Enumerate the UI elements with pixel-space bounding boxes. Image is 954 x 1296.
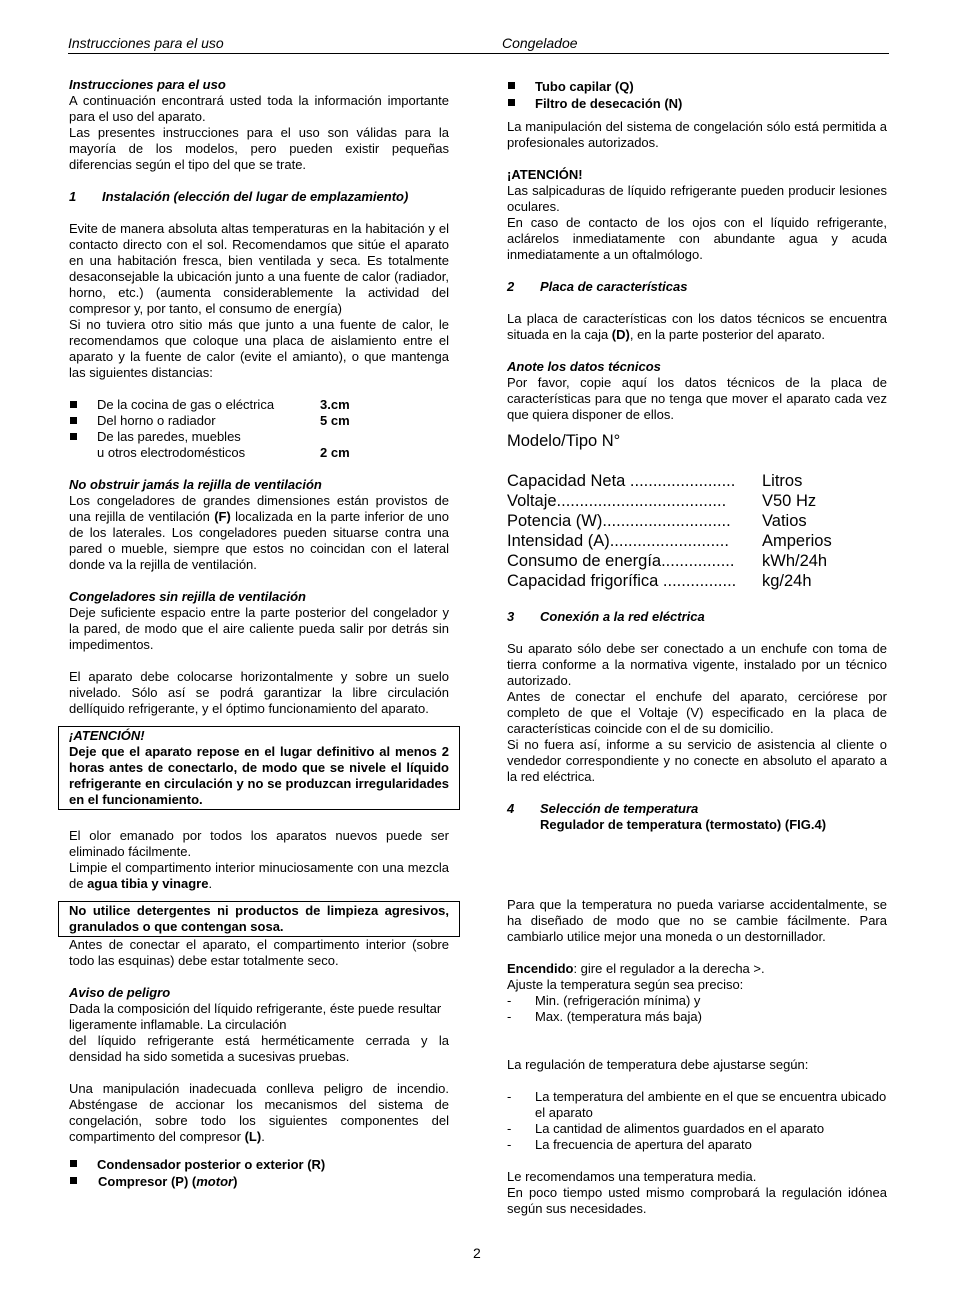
bullet-square-icon bbox=[70, 401, 77, 408]
danger-paragraph-1: Dada la composición del líquido refrigerante, éste puede resultar ligeramente inflamable. La circulación bbox=[69, 1001, 442, 1032]
spec-row: Potencia (W)............................ Vatios bbox=[507, 512, 807, 530]
on-paragraph: Encendido: gire el regulador a la derecha >. bbox=[507, 961, 765, 976]
detergent-warning-text: No utilice detergentes ni productos de limpieza agresivos, granulados o que contengan sosa. bbox=[69, 903, 449, 934]
attention-box bbox=[58, 726, 460, 810]
dry-paragraph: Antes de conectar el aparato, el compartimento interior (sobre todo las esquinas) debe estar totalmente seco. bbox=[69, 937, 449, 968]
section-4-subheading: Regulador de temperatura (termostato) (FIG.4) bbox=[540, 817, 827, 832]
distance-item: De la cocina de gas o eléctrica 3.cm bbox=[69, 397, 449, 413]
component-item: Filtro de desecación (N) bbox=[507, 95, 887, 112]
spec-row: Consumo de energía................ kWh/24h bbox=[507, 552, 828, 570]
bullet-square-icon bbox=[70, 433, 77, 440]
ventilation-title: No obstruir jamás la rejilla de ventilación bbox=[69, 477, 322, 492]
header-right: Congeladoe bbox=[502, 35, 578, 51]
recommend-paragraph-1: Le recomendamos una temperatura media. bbox=[507, 1169, 757, 1184]
danger-title: Aviso de peligro bbox=[69, 985, 171, 1000]
smell-paragraph: El olor emanado por todos los aparatos nuevos puede ser eliminado fácilmente. bbox=[69, 828, 449, 859]
no-vent-paragraph: Deje suficiente espacio entre la parte posterior del congelador y la pared, de modo que el aire caliente pueda salir por detrás sin impedimentos. bbox=[69, 605, 449, 652]
bullet-square-icon bbox=[508, 99, 515, 106]
section-1-heading: 1 Instalación (elección del lugar de emplazamiento) bbox=[69, 189, 409, 204]
spec-row: Capacidad frigorífica ................ kg/24h bbox=[507, 572, 812, 590]
regulation-item: - La frecuencia de apertura del aparato bbox=[507, 1137, 752, 1152]
attention-text: Deje que el aparato repose en el lugar definitivo al menos 2 horas antes de conectarlo, de modo que se nivele el líquido refrigerante en circulación y no se produzcan irregularidades en el funcionamiento. bbox=[69, 744, 449, 807]
plate-paragraph: La placa de características con los datos técnicos se encuentra situada en la caja (D), en la parte posterior del aparato. bbox=[507, 311, 887, 342]
adjust-item: - Max. (temperatura más baja) bbox=[507, 1009, 702, 1024]
regulation-item: - La cantidad de alimentos guardados en el aparato bbox=[507, 1121, 825, 1136]
detergent-warning-box bbox=[58, 901, 460, 937]
electric-paragraph-3: Si no fuera así, informe a su servicio de asistencia al cliente o vendedor correspondiente y no conecte en absoluto el aparato a la red eléctrica. bbox=[507, 737, 887, 784]
page-number: 2 bbox=[473, 1245, 481, 1261]
bullet-square-icon bbox=[70, 417, 77, 424]
left-column bbox=[69, 77, 449, 1190]
attention-title-right: ¡ATENCIÓN! bbox=[507, 167, 583, 182]
temperature-paragraph: Para que la temperatura no pueda variarse accidentalmente, se ha diseñado de modo que no se cambie fácilmente. Para cambiarlo utilice mejor una moneda o un destornillador. bbox=[507, 897, 887, 944]
recommend-paragraph-2: En poco tiempo usted mismo comprobará la regulación idónea según sus necesidades. bbox=[507, 1185, 887, 1216]
section-3-heading: 3 Conexión a la red eléctrica bbox=[507, 609, 705, 624]
professional-paragraph: La manipulación del sistema de congelación sólo está permitida a profesionales autorizados. bbox=[507, 119, 887, 150]
section-2-heading: 2 Placa de características bbox=[507, 279, 688, 294]
note-paragraph: Por favor, copie aquí los datos técnicos de la placa de características para que no tenga que mover el aparato cada vez que quiera disponer de ellos. bbox=[507, 375, 887, 422]
spec-row: Voltaje..................................... V50 Hz bbox=[507, 492, 817, 510]
no-vent-title: Congeladores sin rejilla de ventilación bbox=[69, 589, 306, 604]
component-item: Tubo capilar (Q) bbox=[507, 78, 887, 95]
spec-row: Intensidad (A).......................... Amperios bbox=[507, 532, 832, 550]
bullet-square-icon bbox=[508, 82, 515, 89]
attention-paragraph-2: En caso de contacto de los ojos con el líquido refrigerante, aclárelos inmediatamente con abundante agua y acuda inmediatamente a un oftalmólogo. bbox=[507, 215, 887, 262]
component-item: Compresor (P) (motor) bbox=[69, 1173, 449, 1190]
clean-paragraph: Limpie el compartimento interior minuciosamente con una mezcla de agua tibia y vinagre. bbox=[69, 860, 449, 891]
component-item: Condensador posterior o exterior (R) bbox=[69, 1156, 449, 1173]
bullet-square-icon bbox=[70, 1160, 77, 1167]
danger-paragraph-2: del líquido refrigerante está herméticamente cerrada y la densidad ha sido sometida a sucesivas pruebas. bbox=[69, 1033, 449, 1064]
header-left: Instrucciones para el uso bbox=[68, 35, 224, 51]
spec-row: Capacidad Neta ....................... Litros bbox=[507, 472, 803, 490]
install-paragraph-2: Si no tuviera otro sitio más que junto a una fuente de calor, le recomendamos que coloque una placa de aislamiento entre el aparato y la fuente de calor (evite el amianto), o que mantenga las siguientes distancias: bbox=[69, 317, 449, 380]
regulation-item: - La temperatura del ambiente en el que se encuentra ubicado el aparato bbox=[507, 1089, 887, 1120]
regulation-paragraph: La regulación de temperatura debe ajustarse según: bbox=[507, 1057, 809, 1072]
electric-paragraph-1: Su aparato sólo debe ser conectado a un enchufe con toma de tierra conforme a la normativa vigente, instalado por un técnico autorizado. bbox=[507, 641, 887, 688]
level-paragraph: El aparato debe colocarse horizontalmente y sobre un suelo nivelado. Sólo así se podrá garantizar la libre circulación dellíquido refrigerante, y el óptimo funcionamiento del aparato. bbox=[69, 669, 449, 716]
bullet-square-icon bbox=[70, 1177, 77, 1184]
attention-title: ¡ATENCIÓN! bbox=[69, 728, 145, 743]
adjust-paragraph: Ajuste la temperatura según sea preciso: bbox=[507, 977, 744, 992]
adjust-item: - Min. (refrigeración mínima) y bbox=[507, 993, 701, 1008]
intro-paragraph-2: Las presentes instrucciones para el uso son válidas para la mayoría de los modelos, pero pueden existir pequeñas diferencias según el tipo del que se trate. bbox=[69, 125, 449, 172]
install-paragraph-1: Evite de manera absoluta altas temperaturas en la habitación y el contacto directo con el sol. Recomendamos que sitúe el aparato en una habitación fresca, bien ventilada y seca. Es totalmente desaconsejable la ubicación junto a una fuente de calor (radiador, horno, etc.) (aumenta considerablemente la actividad del compresor y, por tanto, el consumo de energía) bbox=[69, 221, 449, 316]
ventilation-paragraph: Los congeladores de grandes dimensiones están provistos de una rejilla de ventilación (F) localizada en la parte inferior de uno de los laterales. Los congeladores pueden situarse contra una pared o mueble, siempre que estos no coincidan con el lateral donde va la rejilla de ventilación. bbox=[69, 493, 449, 572]
distance-item: De las paredes, muebles bbox=[69, 429, 449, 445]
manipulation-paragraph: Una manipulación inadecuada conlleva peligro de incendio. Absténgase de accionar los mecanismos del sistema de congelación, sobre todo los siguientes componentes del compartimento del compresor (L). bbox=[69, 1081, 449, 1144]
note-title: Anote los datos técnicos bbox=[507, 359, 661, 374]
section-4-heading: 4 Selección de temperatura bbox=[507, 801, 699, 816]
distance-item: u otros electrodomésticos 2 cm bbox=[97, 445, 350, 460]
intro-paragraph-1: A continuación encontrará usted toda la información importante para el uso del aparato. bbox=[69, 93, 449, 124]
model-label: Modelo/Tipo N° bbox=[507, 432, 621, 450]
electric-paragraph-2: Antes de conectar el enchufe del aparato, cerciórese por completo de que el Voltaje (V) especificado en la placa de características coincide con el de su domicilio. bbox=[507, 689, 887, 736]
header-rule bbox=[68, 53, 889, 54]
attention-paragraph-1: Las salpicaduras de líquido refrigerante pueden producir lesiones oculares. bbox=[507, 183, 887, 214]
right-column bbox=[507, 78, 887, 1217]
distance-item: Del horno o radiador 5 cm bbox=[69, 413, 449, 429]
intro-title: Instrucciones para el uso bbox=[69, 77, 226, 92]
